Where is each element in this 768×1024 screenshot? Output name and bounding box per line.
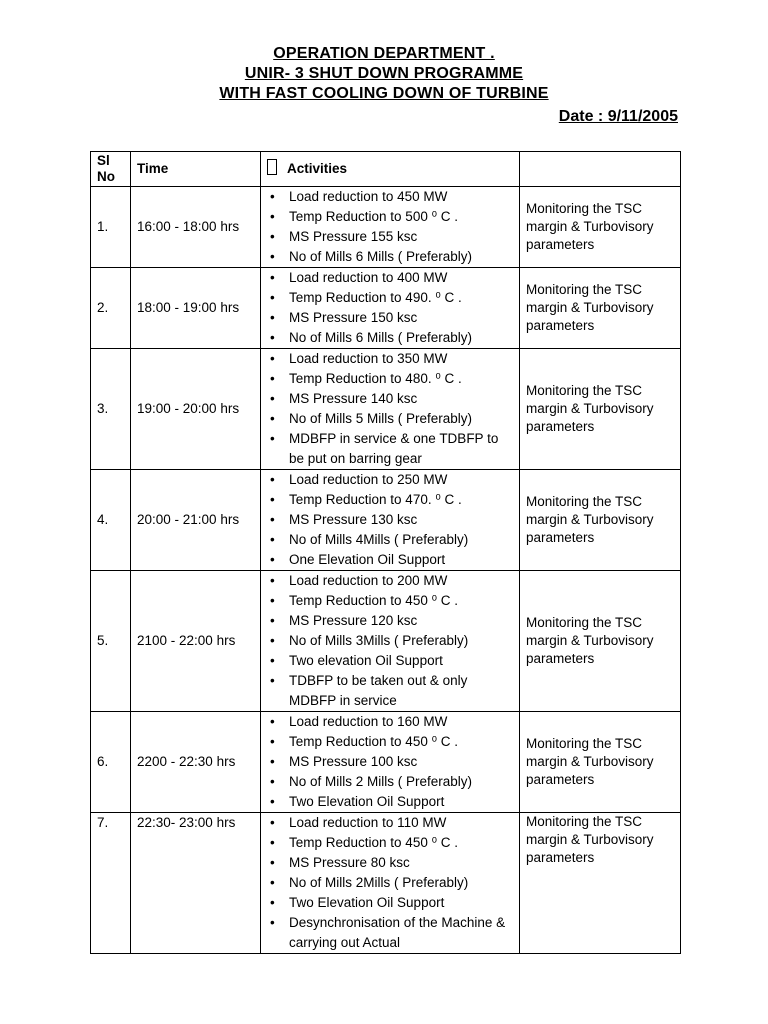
activity-item: • Temp Reduction to 470. ⁰ C . <box>267 490 515 510</box>
cell-sl-no: 7. <box>91 813 131 954</box>
activity-item: • No of Mills 5 Mills ( Preferably) <box>267 409 515 429</box>
activity-item: • Two Elevation Oil Support <box>267 893 515 913</box>
programme-title: UNIR- 3 SHUT DOWN PROGRAMME <box>244 65 524 82</box>
table-row <box>91 571 681 712</box>
header-sl-no: Sl No <box>91 152 131 187</box>
activity-item: • MS Pressure 155 ksc <box>267 227 515 247</box>
department-title: OPERATION DEPARTMENT . <box>273 45 495 62</box>
table-row <box>91 268 681 349</box>
activities-list <box>267 712 515 812</box>
activity-item: • Two elevation Oil Support <box>267 651 515 671</box>
cell-sl-no: 4. <box>91 470 131 571</box>
activity-item: • Load reduction to 110 MW <box>267 813 515 833</box>
cell-time: 20:00 - 21:00 hrs <box>131 470 261 571</box>
activity-item: • Load reduction to 160 MW <box>267 712 515 732</box>
document-date: Date : 9/11/2005 <box>558 108 678 125</box>
table-row <box>91 712 681 813</box>
activity-item: • No of Mills 6 Mills ( Preferably) <box>267 247 515 267</box>
activities-list <box>267 470 515 570</box>
header-activities <box>261 152 520 187</box>
activity-item: • Temp Reduction to 450 ⁰ C . <box>267 833 515 853</box>
cell-time: 2200 - 22:30 hrs <box>131 712 261 813</box>
activity-item: • Load reduction to 450 MW <box>267 187 515 207</box>
cell-activities <box>261 349 520 470</box>
activity-item: • Load reduction to 250 MW <box>267 470 515 490</box>
cell-sl-no: 6. <box>91 712 131 813</box>
cell-activities <box>261 712 520 813</box>
activity-item: • MS Pressure 80 ksc <box>267 853 515 873</box>
activities-list <box>267 813 515 953</box>
cell-monitoring: Monitoring the TSC margin & Turbovisory parameters <box>520 187 681 268</box>
cell-activities <box>261 470 520 571</box>
programme-subtitle: WITH FAST COOLING DOWN OF TURBINE <box>219 85 549 102</box>
cell-monitoring: Monitoring the TSC margin & Turbovisory parameters <box>520 349 681 470</box>
activity-item: • Temp Reduction to 490. ⁰ C . <box>267 288 515 308</box>
shutdown-programme-table <box>90 151 681 954</box>
cell-activities <box>261 813 520 954</box>
activity-item: • Temp Reduction to 450 ⁰ C . <box>267 591 515 611</box>
activity-item: • TDBFP to be taken out & only MDBFP in service <box>267 671 515 711</box>
cell-sl-no: 5. <box>91 571 131 712</box>
document-header <box>0 44 768 104</box>
activity-item: • MS Pressure 140 ksc <box>267 389 515 409</box>
table-row <box>91 470 681 571</box>
cell-activities <box>261 268 520 349</box>
activity-item: • No of Mills 4Mills ( Preferably) <box>267 530 515 550</box>
cell-time: 18:00 - 19:00 hrs <box>131 268 261 349</box>
activity-item: • No of Mills 3Mills ( Preferably) <box>267 631 515 651</box>
activity-item: • MS Pressure 130 ksc <box>267 510 515 530</box>
activity-item: • No of Mills 2 Mills ( Preferably) <box>267 772 515 792</box>
table-header-row <box>91 152 681 187</box>
header-remarks <box>520 152 681 187</box>
cell-monitoring: Monitoring the TSC margin & Turbovisory parameters <box>520 470 681 571</box>
activity-item: • Two Elevation Oil Support <box>267 792 515 812</box>
activity-item: • MS Pressure 100 ksc <box>267 752 515 772</box>
cell-activities <box>261 187 520 268</box>
activity-item: • Temp Reduction to 480. ⁰ C . <box>267 369 515 389</box>
cell-sl-no: 2. <box>91 268 131 349</box>
activities-list <box>267 268 515 348</box>
cell-time: 2100 - 22:00 hrs <box>131 571 261 712</box>
header-time: Time <box>131 152 261 187</box>
cell-monitoring: Monitoring the TSC margin & Turbovisory parameters <box>520 813 681 954</box>
cell-sl-no: 1. <box>91 187 131 268</box>
activities-list <box>267 571 515 711</box>
cell-time: 22:30- 23:00 hrs <box>131 813 261 954</box>
activity-item: • One Elevation Oil Support <box>267 550 515 570</box>
activity-item: • Load reduction to 200 MW <box>267 571 515 591</box>
cell-sl-no: 3. <box>91 349 131 470</box>
table-row <box>91 349 681 470</box>
activity-item: • No of Mills 6 Mills ( Preferably) <box>267 328 515 348</box>
activity-item: • Desynchronisation of the Machine & carrying out Actual <box>267 913 515 953</box>
cell-monitoring: Monitoring the TSC margin & Turbovisory parameters <box>520 571 681 712</box>
activities-list <box>267 349 515 469</box>
cell-time: 19:00 - 20:00 hrs <box>131 349 261 470</box>
activity-item: • Load reduction to 350 MW <box>267 349 515 369</box>
checkbox-glyph-icon <box>267 159 277 175</box>
activity-item: • MS Pressure 120 ksc <box>267 611 515 631</box>
table-body <box>91 187 681 954</box>
activity-item: • MDBFP in service & one TDBFP to be put on barring gear <box>267 429 515 469</box>
cell-time: 16:00 - 18:00 hrs <box>131 187 261 268</box>
activity-item: • Temp Reduction to 450 ⁰ C . <box>267 732 515 752</box>
activity-item: • MS Pressure 150 ksc <box>267 308 515 328</box>
activities-list <box>267 187 515 267</box>
header-activities-label: Activities <box>287 161 348 176</box>
table-row <box>91 813 681 954</box>
activity-item: • Temp Reduction to 500 ⁰ C . <box>267 207 515 227</box>
cell-activities <box>261 571 520 712</box>
activity-item: • Load reduction to 400 MW <box>267 268 515 288</box>
activity-item: • No of Mills 2Mills ( Preferably) <box>267 873 515 893</box>
cell-monitoring: Monitoring the TSC margin & Turbovisory parameters <box>520 268 681 349</box>
cell-monitoring: Monitoring the TSC margin & Turbovisory parameters <box>520 712 681 813</box>
table-row <box>91 187 681 268</box>
